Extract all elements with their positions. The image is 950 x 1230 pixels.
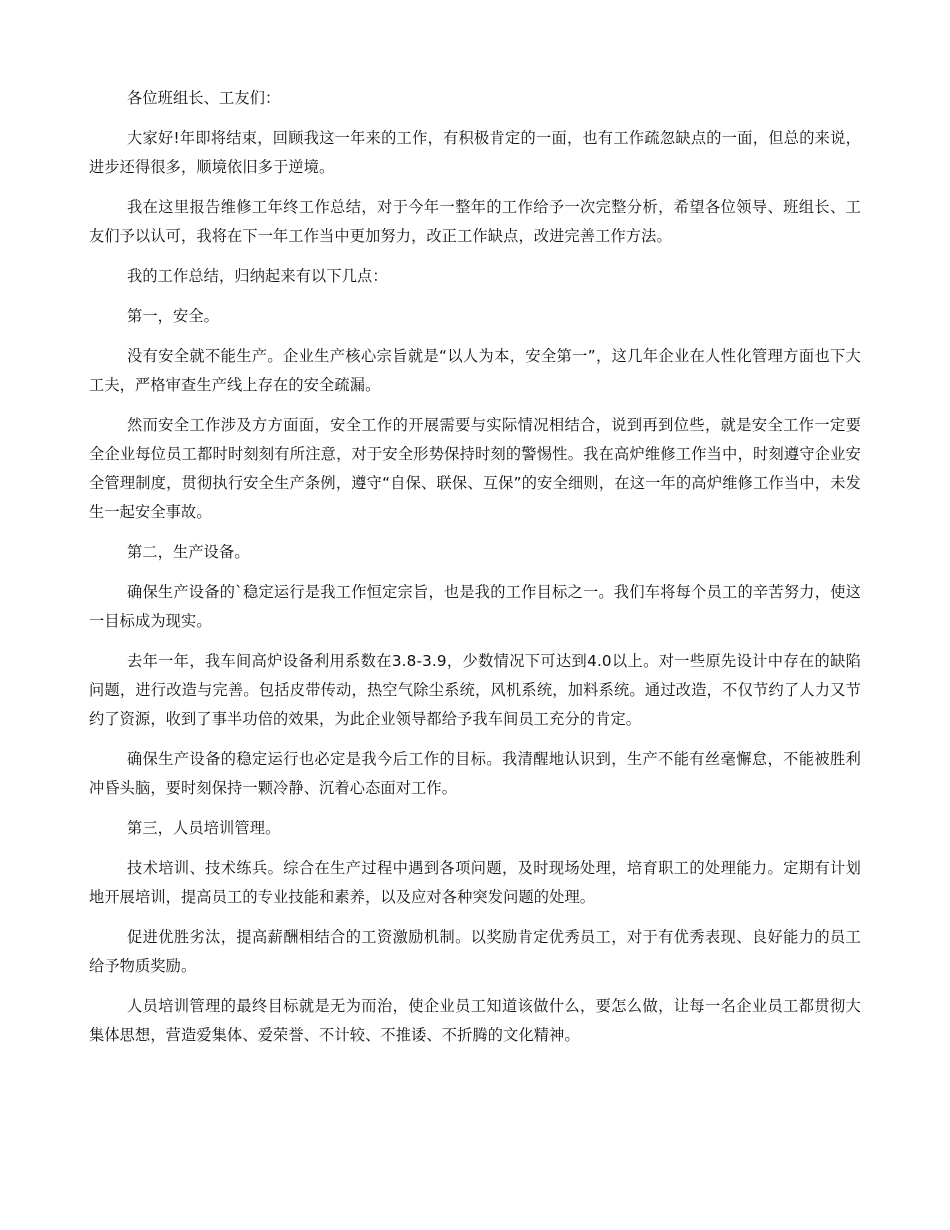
paragraph-training-goal: 人员培训管理的最终目标就是无为而治，使企业员工知道该做什么，要怎么做，让每一名企业员工都贯彻大集体思想，营造爱集体、爱荣誉、不计较、不推诿、不折腾的文化精神。 — [89, 997, 861, 1044]
paragraph-equipment-results: 去年一年，我车间高炉设备利用系数在3.8-3.9，少数情况下可达到4.0以上。对一些原先设计中存在的缺陷问题，进行改造与完善。包括皮带传动，热空气除尘系统，风机系统，加料系统。通过改造，不仅节约了人力又节约了资源，收到了事半功倍的效果，为此企业领导都给予我车间员工充分的肯定。 — [89, 652, 861, 728]
section-heading-training: 第三，人员培训管理。 — [127, 819, 281, 837]
paragraph-training-incentives: 促进优胜劣汰，提高薪酬相结合的工资激励机制。以奖励肯定优秀员工，对于有优秀表现、良好能力的员工给予物质奖励。 — [89, 928, 861, 975]
paragraph-equipment-future: 确保生产设备的稳定运行也必定是我今后工作的目标。我清醒地认识到，生产不能有丝毫懈怠，不能被胜利冲昏头脑，要时刻保持一颗冷静、沉着心态面对工作。 — [89, 750, 861, 797]
paragraph-training-skills: 技术培训、技术练兵。综合在生产过程中遇到各项问题，及时现场处理，培育职工的处理能力。定期有计划地开展培训，提高员工的专业技能和素养，以及应对各种突发问题的处理。 — [89, 859, 861, 906]
salutation: 各位班组长、工友们： — [127, 89, 281, 107]
section-heading-safety: 第一，安全。 — [127, 307, 220, 325]
document-body — [89, 84, 861, 1061]
paragraph-equipment-goal: 确保生产设备的`稳定运行是我工作恒定宗旨，也是我的工作目标之一。我们车将每个员工的辛苦努力，使这一目标成为现实。 — [89, 583, 861, 630]
paragraph-safety-principle: 没有安全就不能生产。企业生产核心宗旨就是“以人为本，安全第一”，这几年企业在人性化管理方面也下大工夫，严格审查生产线上存在的安全疏漏。 — [89, 347, 861, 394]
section-heading-equipment: 第二，生产设备。 — [127, 543, 250, 561]
paragraph-report-intro: 我在这里报告维修工年终工作总结，对于今年一整年的工作给予一次完整分析，希望各位领导、班组长、工友们予以认可，我将在下一年工作当中更加努力，改正工作缺点，改进完善工作方法。 — [89, 198, 861, 245]
paragraph-safety-practice: 然而安全工作涉及方方面面，安全工作的开展需要与实际情况相结合，说到再到位些，就是安全工作一定要全企业每位员工都时时刻刻有所注意，对于安全形势保持时刻的警惕性。我在高炉维修工作当中，时刻遵守企业安全管理制度，贯彻执行安全生产条例，遵守“自保、联保、互保”的安全细则，在这一年的高炉维修工作当中，未发生一起安全事故。 — [89, 416, 861, 521]
paragraph-summary-lead: 我的工作总结，归纳起来有以下几点： — [127, 267, 388, 285]
paragraph-greeting: 大家好!年即将结束，回顾我这一年来的工作，有积极肯定的一面，也有工作疏忽缺点的一面，但总的来说，进步还得很多，顺境依旧多于逆境。 — [89, 129, 861, 176]
